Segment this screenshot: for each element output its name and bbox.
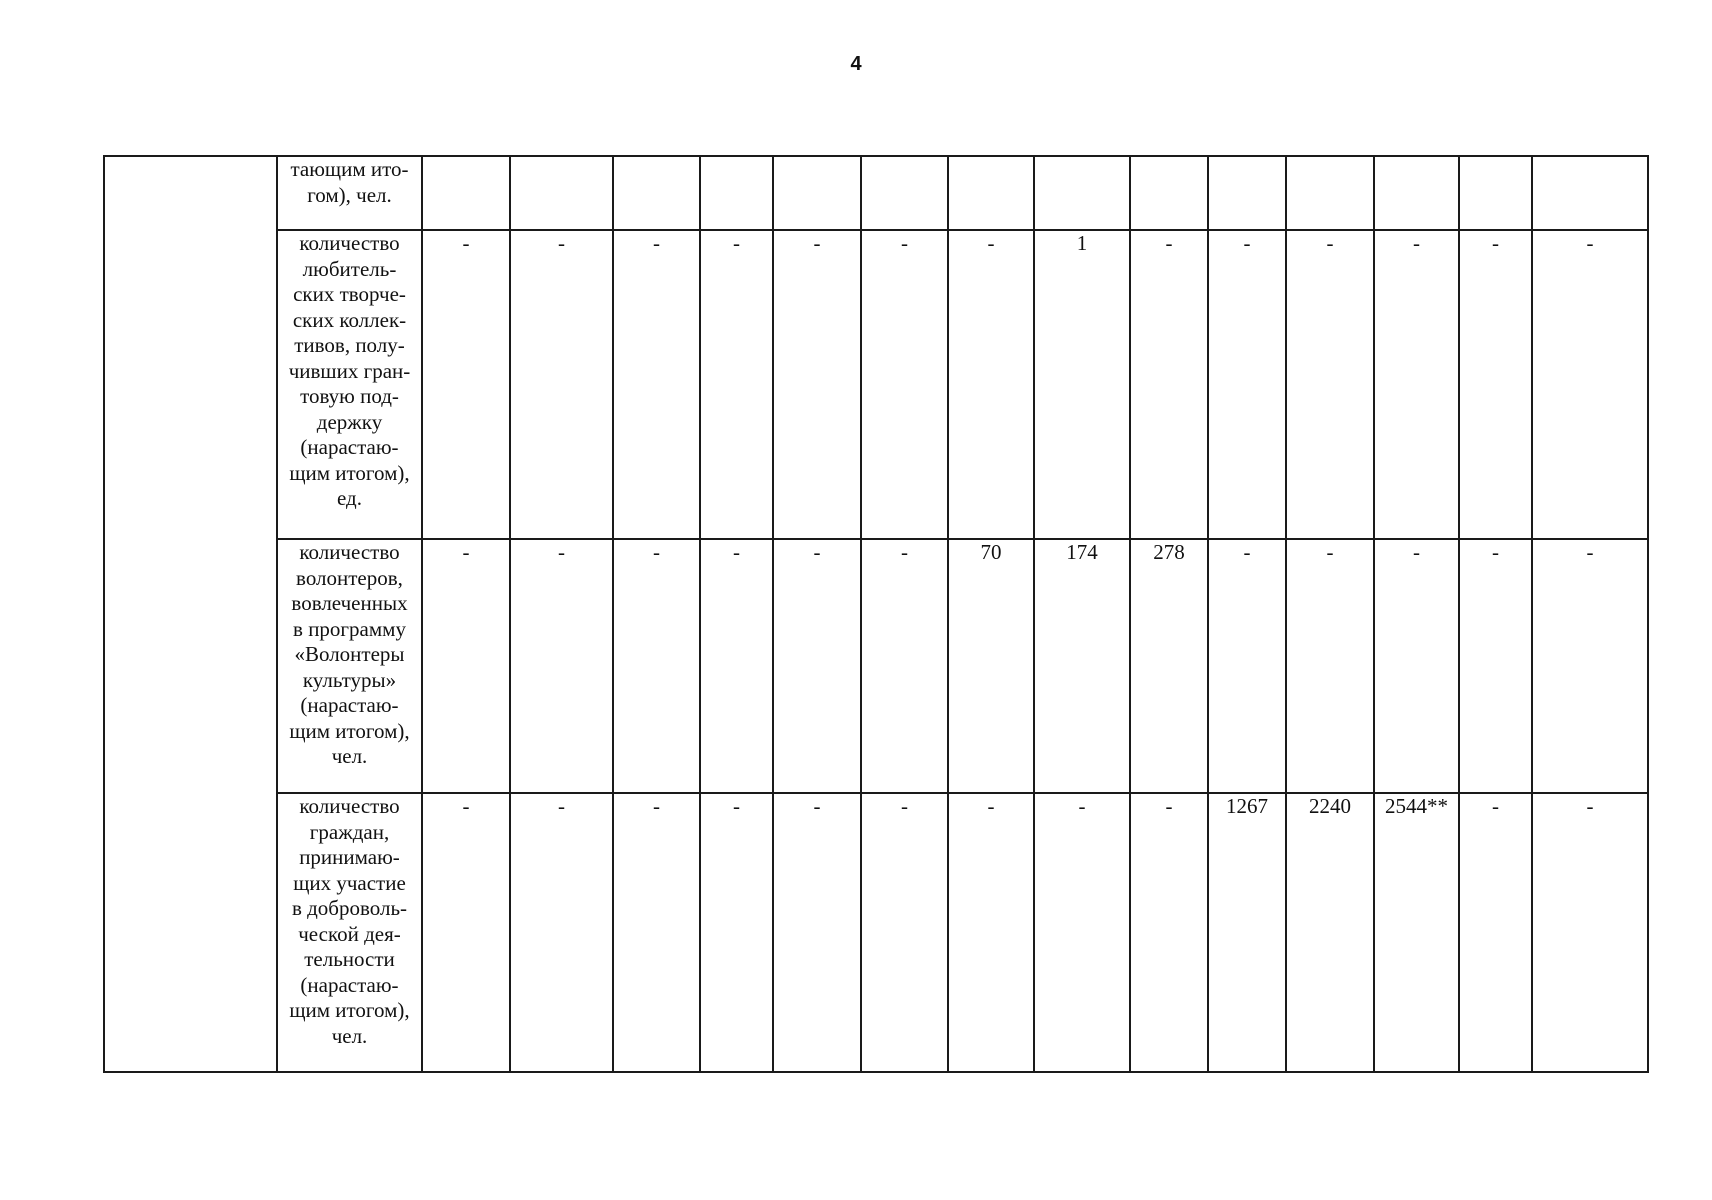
value-cell: - bbox=[510, 539, 613, 793]
value-cell: 2240 bbox=[1286, 793, 1374, 1072]
value-cell: - bbox=[948, 793, 1034, 1072]
value-cell bbox=[948, 156, 1034, 230]
value-cell bbox=[773, 156, 861, 230]
value-cell: - bbox=[1532, 230, 1648, 539]
value-cell: - bbox=[861, 539, 948, 793]
value-cell: 1 bbox=[1034, 230, 1130, 539]
value-cell bbox=[1208, 156, 1286, 230]
value-cell: - bbox=[700, 230, 773, 539]
value-cell: - bbox=[1130, 793, 1208, 1072]
value-cell: - bbox=[1459, 230, 1532, 539]
value-cell: - bbox=[773, 539, 861, 793]
value-cell bbox=[700, 156, 773, 230]
row-label: количество граждан, принимаю- щих участие в доброволь- ческой дея- тельности (нарастаю- щим итогом), чел. bbox=[277, 793, 422, 1072]
value-cell: - bbox=[422, 793, 510, 1072]
row-label: тающим ито- гом), чел. bbox=[277, 156, 422, 230]
value-cell: - bbox=[948, 230, 1034, 539]
value-cell: - bbox=[861, 793, 948, 1072]
value-cell bbox=[510, 156, 613, 230]
row-label: количество любитель- ских творче- ских коллек- тивов, полу- чивших гран- товую под- держку (нарастаю- щим итогом), ед. bbox=[277, 230, 422, 539]
value-cell bbox=[613, 156, 700, 230]
value-cell: - bbox=[1459, 793, 1532, 1072]
value-cell: - bbox=[1286, 230, 1374, 539]
value-cell: - bbox=[773, 230, 861, 539]
value-cell: - bbox=[1532, 539, 1648, 793]
value-cell: 2544** bbox=[1374, 793, 1459, 1072]
value-cell bbox=[422, 156, 510, 230]
value-cell: - bbox=[422, 230, 510, 539]
value-cell: 278 bbox=[1130, 539, 1208, 793]
value-cell: - bbox=[861, 230, 948, 539]
value-cell bbox=[1532, 156, 1648, 230]
value-cell: - bbox=[1034, 793, 1130, 1072]
value-cell bbox=[1374, 156, 1459, 230]
value-cell: - bbox=[1208, 230, 1286, 539]
value-cell bbox=[1034, 156, 1130, 230]
table-row bbox=[104, 793, 1648, 1072]
table-row bbox=[104, 539, 1648, 793]
value-cell: - bbox=[773, 793, 861, 1072]
table-row bbox=[104, 230, 1648, 539]
indicators-table bbox=[103, 155, 1649, 1073]
value-cell bbox=[1130, 156, 1208, 230]
table-row bbox=[104, 156, 1648, 230]
value-cell: - bbox=[422, 539, 510, 793]
value-cell: - bbox=[1286, 539, 1374, 793]
value-cell: - bbox=[613, 793, 700, 1072]
value-cell: - bbox=[1130, 230, 1208, 539]
value-cell: - bbox=[1374, 539, 1459, 793]
value-cell: - bbox=[613, 539, 700, 793]
value-cell: - bbox=[700, 793, 773, 1072]
value-cell: - bbox=[700, 539, 773, 793]
first-column-cell bbox=[104, 156, 277, 1072]
value-cell: - bbox=[510, 793, 613, 1072]
value-cell: - bbox=[1374, 230, 1459, 539]
value-cell: - bbox=[510, 230, 613, 539]
row-label: количество волонтеров, вовлеченных в программу «Волонтеры культуры» (нарастаю- щим итогом), чел. bbox=[277, 539, 422, 793]
value-cell: 1267 bbox=[1208, 793, 1286, 1072]
value-cell bbox=[1286, 156, 1374, 230]
value-cell bbox=[1459, 156, 1532, 230]
value-cell: 174 bbox=[1034, 539, 1130, 793]
value-cell bbox=[861, 156, 948, 230]
value-cell: 70 bbox=[948, 539, 1034, 793]
value-cell: - bbox=[613, 230, 700, 539]
value-cell: - bbox=[1532, 793, 1648, 1072]
value-cell: - bbox=[1208, 539, 1286, 793]
page-number: 4 bbox=[850, 53, 862, 75]
value-cell: - bbox=[1459, 539, 1532, 793]
